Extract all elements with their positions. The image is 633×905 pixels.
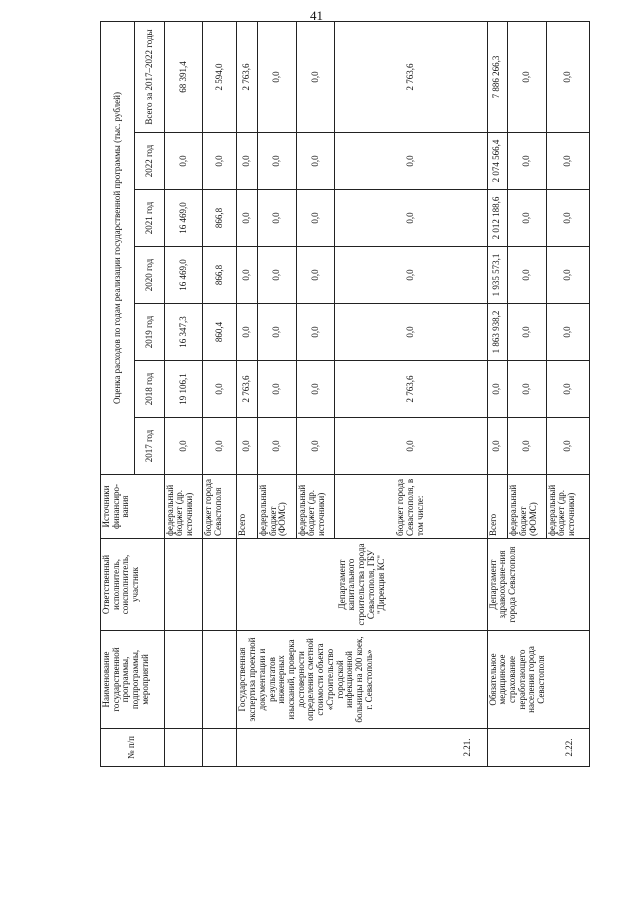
value-cell: 0,0 (237, 133, 257, 190)
value-cell: 0,0 (237, 247, 257, 304)
value-cell: 0,0 (546, 133, 589, 190)
total-cell: 0,0 (546, 22, 589, 133)
value-cell: 0,0 (237, 190, 257, 247)
value-cell: 0,0 (257, 418, 296, 475)
item-number-2-22: 2.22. (487, 729, 589, 767)
budget-table (100, 21, 590, 767)
value-cell: 0,0 (296, 247, 335, 304)
value-cell: 0,0 (546, 190, 589, 247)
value-cell: 2 074 566,4 (487, 133, 507, 190)
header-year: 2021 год (135, 190, 165, 247)
header-resp: Ответственный исполнитель, соисполнитель, участник (101, 539, 165, 631)
value-cell: 866,8 (203, 190, 237, 247)
name-cell (164, 631, 203, 729)
resp-cell (164, 539, 203, 631)
value-cell: 0,0 (335, 418, 487, 475)
total-cell: 7 886 266,3 (487, 22, 507, 133)
item-name-2-22: Обязательное медицинское страхование неработающего населения города Севастополя (487, 631, 589, 729)
value-cell: 2 763,6 (237, 361, 257, 418)
total-cell: 2 763,6 (237, 22, 257, 133)
value-cell: 0,0 (508, 247, 547, 304)
source-cell: Всего (237, 475, 257, 539)
value-cell: 0,0 (546, 418, 589, 475)
total-cell: 0,0 (296, 22, 335, 133)
total-cell: 0,0 (257, 22, 296, 133)
header-year: 2022 год (135, 133, 165, 190)
value-cell: 0,0 (203, 361, 237, 418)
item-resp-2-22: Департамент здравоохране-ния города Севастополя (487, 539, 589, 631)
page-number: 41 (310, 8, 323, 23)
value-cell: 0,0 (508, 304, 547, 361)
source-cell: федеральный бюджет (др. источники) (296, 475, 335, 539)
header-total: Всего за 2017–2022 годы (135, 22, 165, 133)
header-estimate: Оценка расходов по годам реализации государственной программы (тыс. рублей) (101, 22, 135, 475)
value-cell: 0,0 (487, 361, 507, 418)
value-cell: 2 012 188,6 (487, 190, 507, 247)
item-number-2-21: 2.21. (237, 729, 487, 767)
value-cell: 16 347,3 (164, 304, 203, 361)
table-row (164, 22, 203, 767)
value-cell: 0,0 (164, 418, 203, 475)
total-cell: 0,0 (508, 22, 547, 133)
value-cell: 0,0 (296, 190, 335, 247)
table-row (203, 22, 237, 767)
value-cell: 0,0 (257, 190, 296, 247)
value-cell: 0,0 (203, 418, 237, 475)
value-cell: 2 763,6 (335, 361, 487, 418)
name-cell (203, 631, 237, 729)
value-cell: 16 469,0 (164, 190, 203, 247)
value-cell: 0,0 (296, 304, 335, 361)
header-year: 2020 год (135, 247, 165, 304)
value-cell: 0,0 (237, 418, 257, 475)
resp-cell (203, 539, 237, 631)
header-year: 2017 год (135, 418, 165, 475)
total-cell: 2 763,6 (335, 22, 487, 133)
value-cell: 0,0 (335, 133, 487, 190)
value-cell: 0,0 (296, 133, 335, 190)
value-cell: 0,0 (546, 247, 589, 304)
value-cell: 860,4 (203, 304, 237, 361)
header-name: Наименование государственной программы, подпрограммы, мероприятий (101, 631, 165, 729)
header-year: 2019 год (135, 304, 165, 361)
value-cell: 0,0 (257, 304, 296, 361)
value-cell: 0,0 (487, 418, 507, 475)
source-cell: бюджет города Севастополя (203, 475, 237, 539)
value-cell: 0,0 (335, 304, 487, 361)
table-row (237, 22, 257, 767)
source-cell: Всего (487, 475, 507, 539)
header-year: 2018 год (135, 361, 165, 418)
value-cell: 0,0 (508, 190, 547, 247)
value-cell: 0,0 (546, 361, 589, 418)
value-cell: 0,0 (237, 304, 257, 361)
source-cell: федеральный бюджет (ФОМС) (508, 475, 547, 539)
value-cell: 866,8 (203, 247, 237, 304)
header-num: № п/п (101, 729, 165, 767)
value-cell: 1 935 573,1 (487, 247, 507, 304)
value-cell: 0,0 (508, 418, 547, 475)
total-cell: 68 391,4 (164, 22, 203, 133)
value-cell: 0,0 (203, 133, 237, 190)
source-cell: федеральный бюджет (др. источники) (546, 475, 589, 539)
value-cell: 19 106,1 (164, 361, 203, 418)
header-source: Источники финансиро-вания (101, 475, 165, 539)
value-cell: 1 863 938,2 (487, 304, 507, 361)
value-cell: 16 469,0 (164, 247, 203, 304)
value-cell: 0,0 (257, 247, 296, 304)
total-cell: 2 594,0 (203, 22, 237, 133)
value-cell: 0,0 (296, 361, 335, 418)
value-cell: 0,0 (546, 304, 589, 361)
num-cell (203, 729, 237, 767)
num-cell (164, 729, 203, 767)
source-cell: федеральный бюджет (ФОМС) (257, 475, 296, 539)
value-cell: 0,0 (508, 361, 547, 418)
value-cell: 0,0 (257, 133, 296, 190)
source-cell: бюджет города Севастополя, в том числе: (335, 475, 487, 539)
table-row (487, 22, 507, 767)
item-resp-2-21: Департамент капитального строительства города Севастополя, ГБУ "Дирекция КС" (237, 539, 487, 631)
value-cell: 0,0 (335, 190, 487, 247)
value-cell: 0,0 (296, 418, 335, 475)
value-cell: 0,0 (508, 133, 547, 190)
value-cell: 0,0 (335, 247, 487, 304)
item-name-2-21: Государственная экспертиза проектной документации и результатов инженерных изысканий, проверка достоверности определения сметной стоимости объекта «Строительство городской инфекционной больницы на 200 коек, г. Севастополь» (237, 631, 487, 729)
value-cell: 0,0 (164, 133, 203, 190)
value-cell: 0,0 (257, 361, 296, 418)
source-cell: федеральный бюджет (др. источники) (164, 475, 203, 539)
rotated-table-container (100, 22, 590, 767)
